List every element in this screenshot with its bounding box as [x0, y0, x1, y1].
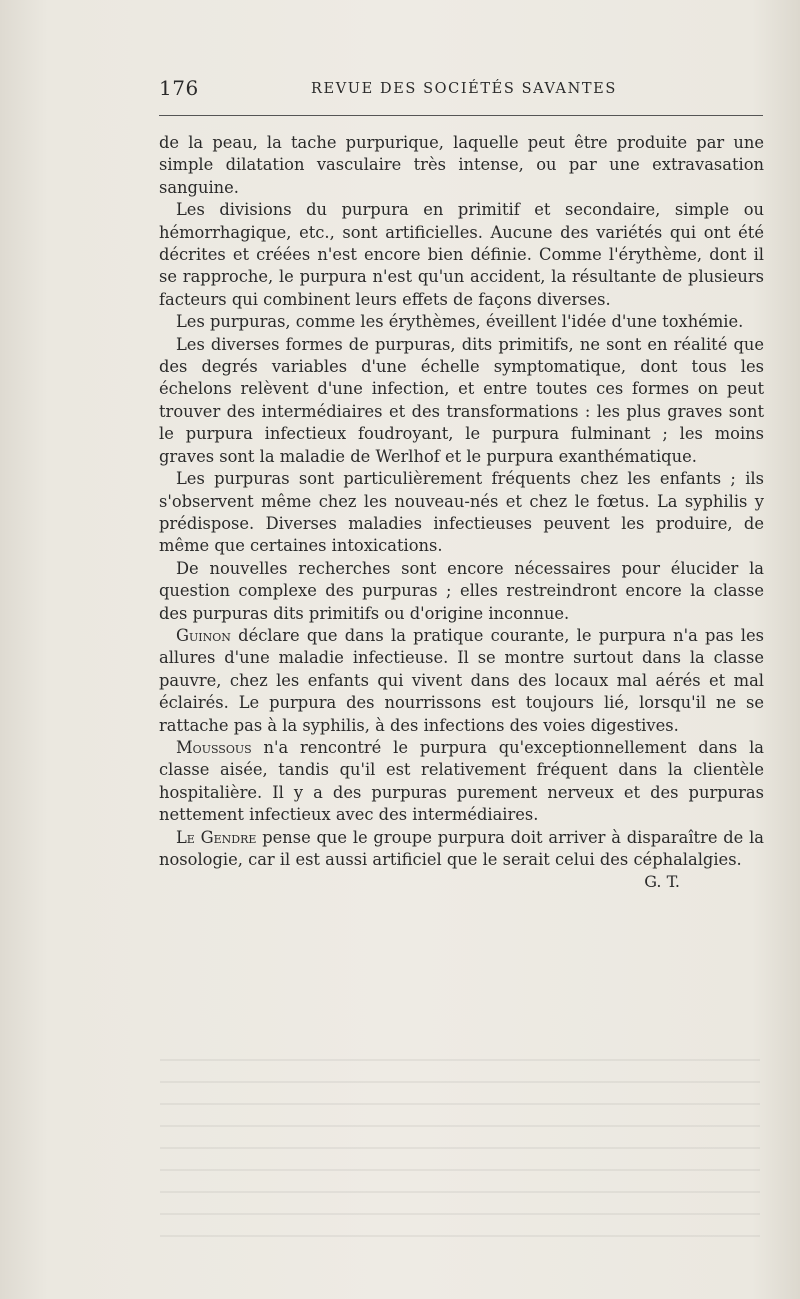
paragraph-text: n'a rencontré le purpura qu'exceptionnellement dans la classe aisée, tandis qu'il est relativement fréquent dans la clientèle hospitalière. Il y a des purpuras purement nerveux et des purpuras nettement infectieux avec des intermédiaires.: [159, 737, 764, 825]
paragraph: Les diverses formes de purpuras, dits primitifs, ne sont en réalité que des degrés variables d'une échelle symptomatique, dont tous les échelons relèvent d'une infection, et entre toutes ces formes on peut trouver des intermédiaires et des transformations : les plus graves sont le purpura infectieux foudroyant, le purpura fulminant ; les moins graves sont la maladie de Werlhof et le purpura exanthématique.: [159, 334, 764, 466]
paragraph: De nouvelles recherches sont encore nécessaires pour élucider la question complexe des purpuras ; elles restreindront encore la classe des purpuras dits primitifs ou d'origine inconnue.: [159, 558, 764, 623]
paragraph-moussous: [159, 737, 764, 827]
signature: G. T.: [644, 872, 680, 892]
running-title: REVUE DES SOCIÉTÉS SAVANTES: [311, 81, 617, 97]
paragraph-text: déclare que dans la pratique courante, le purpura n'a pas les allures d'une maladie infectieuse. Il se montre surtout dans la classe pauvre, chez les enfants qui vivent dans des locaux mal aérés et mal éclairés. Le purpura des nourrissons est toujours lié, lorsqu'il ne se rattache pas à la syphilis, à des infections des voies digestives.: [159, 625, 764, 735]
page-number: 176: [159, 76, 199, 100]
page-header: [159, 74, 764, 108]
paragraph: de la peau, la tache purpurique, laquelle peut être produite par une simple dilatation vasculaire très intense, ou par une extravasation sanguine.: [159, 133, 764, 197]
paragraph: Les purpuras, comme les érythèmes, éveillent l'idée d'une toxhémie.: [176, 312, 744, 332]
author-name: Guinon: [176, 625, 231, 645]
paragraph-text: pense que le groupe purpura doit arriver à disparaître de la nosologie, car il est aussi artificiel que le serait celui des céphalalgies.: [159, 827, 765, 869]
paragraph-guinon: [159, 625, 764, 737]
paragraph: Les purpuras sont particulièrement fréquents chez les enfants ; ils s'observent même chez les nouveau-nés et chez le fœtus. La syphilis y prédispose. Diverses maladies infectieuses peuvent les produire, de même que certaines intoxications.: [159, 469, 764, 556]
show-through-texture: [160, 1045, 760, 1245]
paragraph-le-gendre: [159, 827, 764, 872]
paragraph: Les divisions du purpura en primitif et secondaire, simple ou hémorrhagique, etc., sont artificielles. Aucune des variétés qui ont été décrites et créées n'est encore bien définie. Comme l'érythème, dont il se rapproche, le purpura n'est qu'un accident, la résultante de plusieurs facteurs qui combinent leurs effets de façons diverses.: [159, 200, 764, 309]
author-name: Moussous: [176, 737, 252, 757]
author-name: Le Gendre: [176, 827, 257, 847]
body-text: [159, 132, 764, 894]
header-rule: [159, 115, 763, 116]
